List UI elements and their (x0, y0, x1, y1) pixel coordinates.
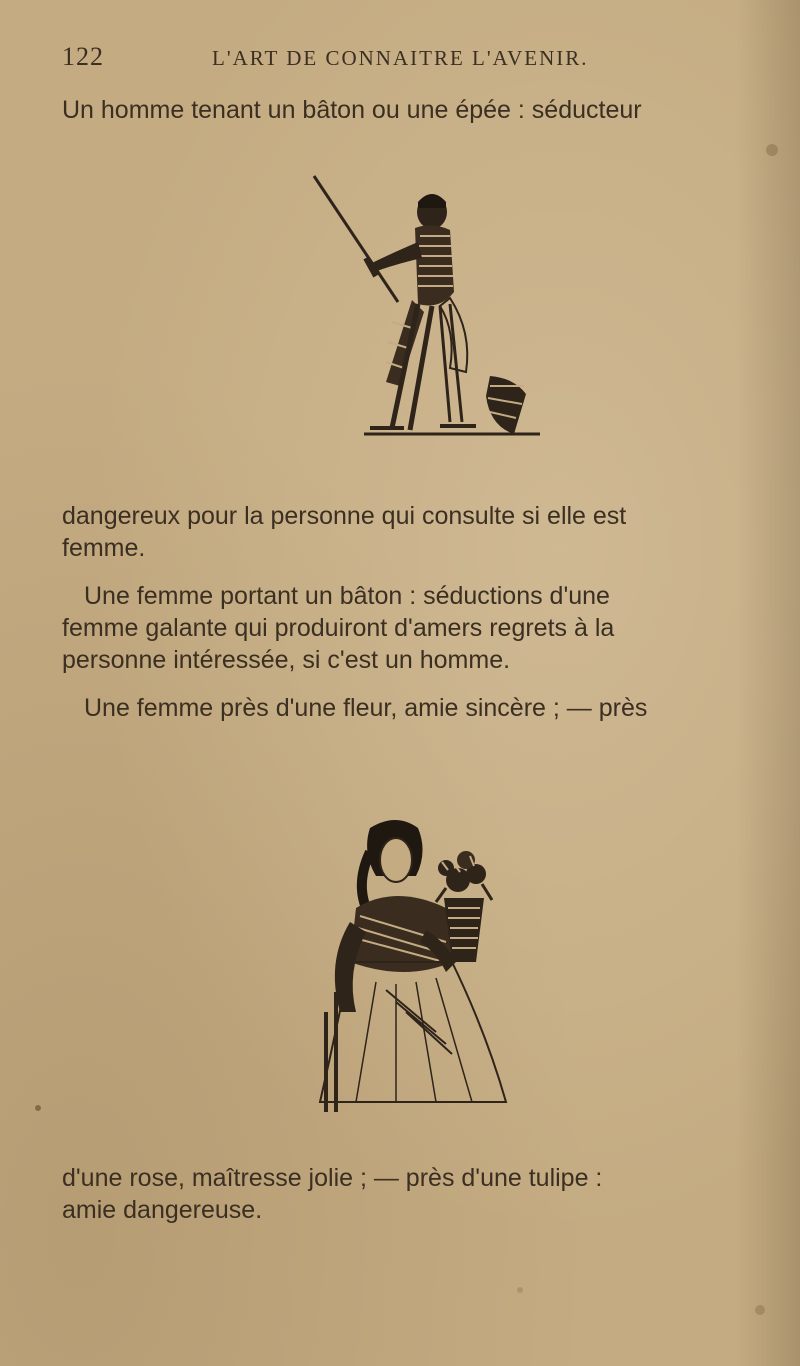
text-line-amie-dangereuse: amie dangereuse. (62, 1196, 263, 1224)
text-line-femme-baton: Une femme portant un bâton : séductions d'une (84, 582, 610, 610)
text-line-femme: femme. (62, 534, 146, 562)
text-line-dangereux: dangereux pour la personne qui consulte si elle est (62, 502, 627, 530)
page-number: 122 (62, 42, 104, 71)
text-line-fleur: Une femme près d'une fleur, amie sincère ; — près (84, 694, 648, 722)
text-line-femme-galante: femme galante qui produiront d'amers regrets à la (62, 614, 615, 642)
running-head: L'ART DE CONNAITRE L'AVENIR. (212, 46, 589, 70)
text-line-rose: d'une rose, maîtresse jolie ; — près d'une tulipe : (62, 1164, 603, 1192)
text-line-personne: personne intéressée, si c'est un homme. (62, 646, 511, 674)
text-line-seducteur: Un homme tenant un bâton ou une épée : séducteur (62, 96, 642, 124)
